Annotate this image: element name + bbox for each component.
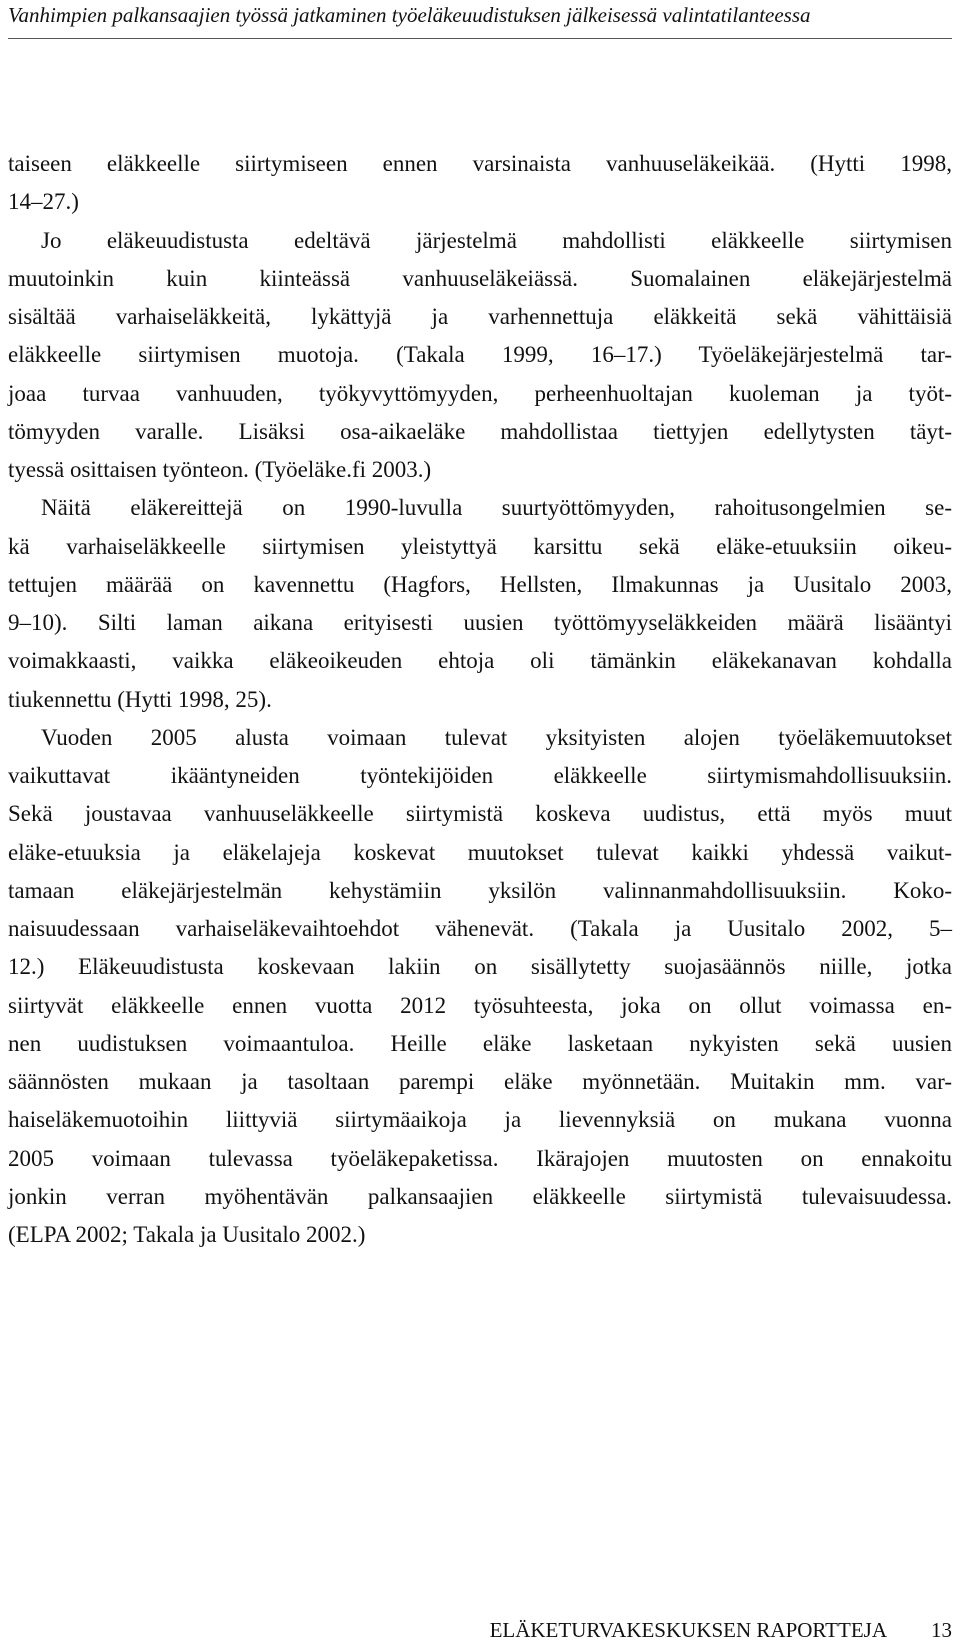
text-line: 2005 voimaan tulevassa työeläkepaketissa. Ikärajojen muutosten on ennakoitu bbox=[8, 1145, 952, 1171]
text-line: sisältää varhaiseläkkeitä, lykättyjä ja varhennettuja eläkkeitä sekä vähittäisiä bbox=[8, 304, 952, 329]
text-line: Näitä eläkereittejä on 1990-luvulla suurtyöttömyyden, rahoitusongelmien se- bbox=[41, 495, 952, 521]
text-line: (ELPA 2002; Takala ja Uusitalo 2002.) bbox=[8, 1222, 366, 1247]
text-line: 12.) Eläkeuudistusta koskevaan lakiin on sisällytetty suojasäännös niille, jotka bbox=[8, 954, 952, 980]
text-line: 9–10). Silti laman aikana erityisesti uusien työttömyyseläkkeiden määrä lisääntyi bbox=[8, 610, 952, 635]
text-line: haiseläkemuotoihin liittyviä siirtymäaikoja ja lievennyksiä on mukana vuonna bbox=[8, 1107, 952, 1133]
text-line: tiukennettu (Hytti 1998, 25). bbox=[8, 686, 272, 712]
text-line: vaikuttavat ikääntyneiden työntekijöiden eläkkeelle siirtymismahdollisuuksiin. bbox=[8, 763, 952, 788]
text-line: Jo eläkeuudistusta edeltävä järjestelmä mahdollisti eläkkeelle siirtymisen bbox=[41, 227, 952, 253]
running-header bbox=[8, 2, 952, 39]
text-line: naisuudessaan varhaiseläkevaihtoehdot vähenevät. (Takala ja Uusitalo 2002, 5– bbox=[8, 916, 952, 941]
text-line: joaa turvaa vanhuuden, työkyvyttömyyden, perheenhuoltajan kuoleman ja työt- bbox=[8, 380, 952, 406]
text-line: tömyyden varalle. Lisäksi osa-aikaeläke mahdollistaa tiettyjen edellytysten täyt- bbox=[8, 418, 952, 444]
text-line: 14–27.) bbox=[8, 189, 79, 215]
text-line: siirtyvät eläkkeelle ennen vuotta 2012 työsuhteesta, joka on ollut voimassa en- bbox=[8, 992, 952, 1018]
text-line: tettujen määrää on kavennettu (Hagfors, Hellsten, Ilmakunnas ja Uusitalo 2003, bbox=[8, 571, 952, 597]
paragraph bbox=[8, 222, 952, 490]
text-line: tamaan eläkejärjestelmän kehystämiin yksilön valinnanmahdollisuuksiin. Koko- bbox=[8, 877, 952, 903]
series-title: ELÄKETURVAKESKUKSEN RAPORTTEJA bbox=[489, 1618, 887, 1642]
text-line: nen uudistuksen voimaantuloa. Heille eläke lasketaan nykyisten sekä uusien bbox=[8, 1030, 952, 1056]
text-line: Vuoden 2005 alusta voimaan tulevat yksityisten alojen työeläkemuutokset bbox=[41, 724, 952, 750]
text-line: säännösten mukaan ja tasoltaan parempi eläke myönnetään. Muitakin mm. var- bbox=[8, 1069, 952, 1094]
page-footer bbox=[490, 1617, 952, 1643]
running-title: Vanhimpien palkansaajien työssä jatkaminen työeläkeuudistuksen jälkeisessä valintatilanteessa bbox=[8, 3, 811, 27]
text-line: eläkkeelle siirtymisen muotoja. (Takala 1999, 16–17.) Työeläkejärjestelmä tar- bbox=[8, 342, 952, 368]
text-line: voimakkaasti, vaikka eläkeoikeuden ehtoja oli tämänkin eläkekanavan kohdalla bbox=[8, 648, 952, 674]
text-line: tyessä osittaisen työnteon. (Työeläke.fi 2003.) bbox=[8, 457, 432, 482]
paragraph bbox=[8, 489, 952, 719]
body-text bbox=[8, 145, 952, 1254]
text-line: taiseen eläkkeelle siirtymiseen ennen varsinaista vanhuuseläkeikää. (Hytti 1998, bbox=[8, 151, 952, 176]
text-line: eläke-etuuksia ja eläkelajeja koskevat muutokset tulevat kaikki yhdessä vaikut- bbox=[8, 839, 952, 865]
text-line: muutoinkin kuin kiinteässä vanhuuseläkeiässä. Suomalainen eläkejärjestelmä bbox=[8, 265, 952, 291]
page-number: 13 bbox=[931, 1618, 952, 1642]
text-line: kä varhaiseläkkeelle siirtymisen yleistyttyä karsittu sekä eläke-etuuksiin oikeu- bbox=[8, 533, 952, 559]
paragraph bbox=[8, 719, 952, 1255]
text-line: jonkin verran myöhentävän palkansaajien eläkkeelle siirtymistä tulevaisuudessa. bbox=[8, 1183, 952, 1209]
text-line: Sekä joustavaa vanhuuseläkkeelle siirtymistä koskeva uudistus, että myös muut bbox=[8, 801, 952, 827]
paragraph bbox=[8, 145, 952, 222]
